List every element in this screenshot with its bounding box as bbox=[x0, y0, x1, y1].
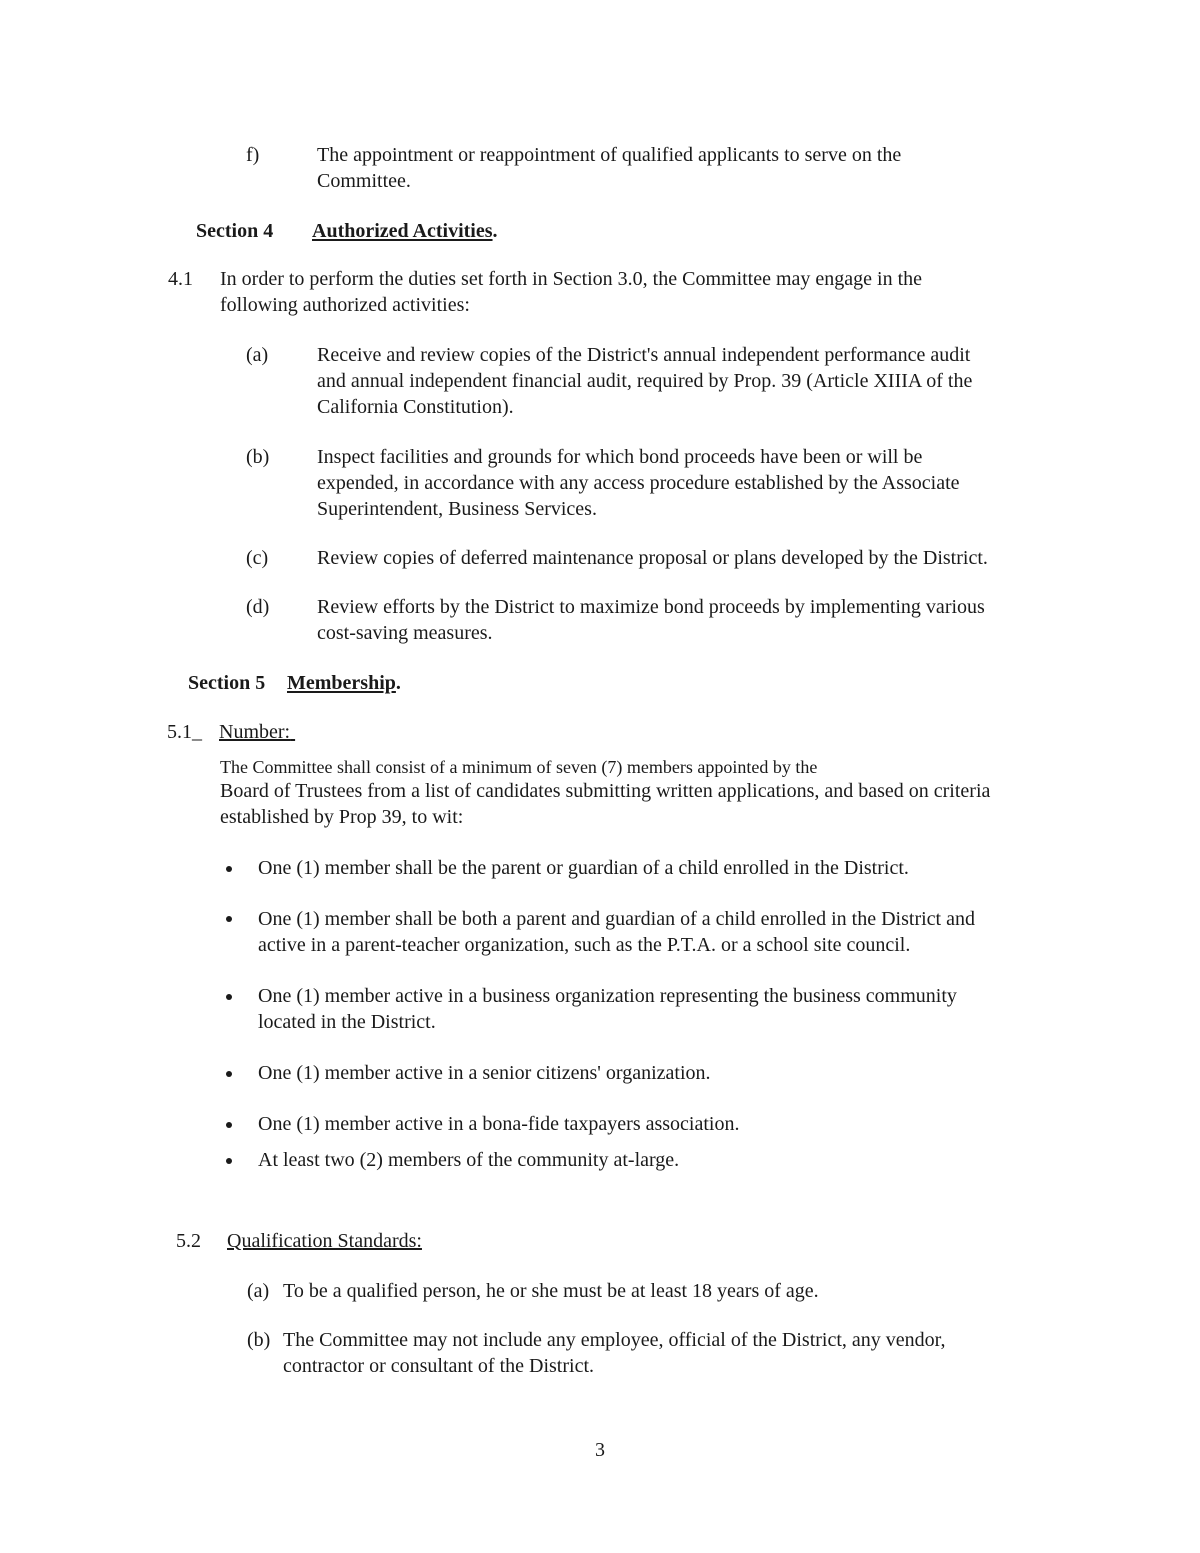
item-label: (a) bbox=[247, 1280, 270, 1302]
bullet-icon bbox=[226, 866, 232, 872]
clause-4-1-line2: following authorized activities: bbox=[220, 294, 470, 316]
list-item-line: One (1) member active in a business organization representing the business community bbox=[258, 985, 957, 1007]
item-line: contractor or consultant of the District. bbox=[283, 1355, 595, 1377]
bullet-icon bbox=[226, 1122, 232, 1128]
section-4-title-text: Authorized Activities bbox=[312, 220, 493, 242]
item-line: Superintendent, Business Services. bbox=[317, 498, 597, 520]
page-number: 3 bbox=[595, 1439, 605, 1461]
item-line: Review copies of deferred maintenance proposal or plans developed by the District. bbox=[317, 547, 988, 569]
clause-5-1-line1: The Committee shall consist of a minimum of seven (7) members appointed by the bbox=[220, 757, 818, 777]
item-line: Inspect facilities and grounds for which bond proceeds have been or will be bbox=[317, 446, 923, 468]
list-item-line: At least two (2) members of the community at-large. bbox=[258, 1149, 680, 1171]
item-label: (c) bbox=[246, 547, 269, 569]
bullet-icon bbox=[226, 994, 232, 1000]
item-label: (a) bbox=[246, 344, 269, 366]
item-label: (b) bbox=[246, 446, 270, 468]
bullet-icon bbox=[226, 916, 232, 922]
item-label: (d) bbox=[246, 596, 270, 618]
list-item-line: One (1) member active in a senior citizens' organization. bbox=[258, 1062, 711, 1084]
clause-5-1-heading bbox=[219, 719, 295, 745]
item-line: California Constitution). bbox=[317, 396, 514, 418]
clause-5-1-underscore: _ bbox=[192, 721, 202, 743]
item-f-label: f) bbox=[246, 144, 260, 166]
bullet-icon bbox=[226, 1071, 232, 1077]
clause-4-1-line1: In order to perform the duties set forth in Section 3.0, the Committee may engage in the bbox=[220, 268, 923, 290]
section-5-label: Section 5 bbox=[188, 672, 266, 694]
clause-5-1-line3: established by Prop 39, to wit: bbox=[220, 806, 464, 828]
item-f-line2: Committee. bbox=[317, 170, 411, 192]
section-5-title-text: Membership bbox=[287, 672, 396, 694]
clause-5-1-number bbox=[167, 719, 202, 745]
list-item-line: active in a parent-teacher organization, such as the P.T.A. or a school site council. bbox=[258, 934, 911, 956]
list-item-line: located in the District. bbox=[258, 1011, 436, 1033]
clause-5-1-number-text: 5.1 bbox=[167, 721, 192, 743]
clause-5-1-heading-text: Number: bbox=[219, 721, 291, 743]
clause-5-2-number: 5.2 bbox=[176, 1230, 201, 1252]
item-line: and annual independent financial audit, required by Prop. 39 (Article XIIIA of the bbox=[317, 370, 973, 392]
clause-5-2-heading: Qualification Standards: bbox=[227, 1230, 422, 1252]
list-item-line: One (1) member shall be both a parent and guardian of a child enrolled in the District and bbox=[258, 908, 975, 930]
section-5-title bbox=[287, 670, 401, 696]
clause-5-1-line2: Board of Trustees from a list of candidates submitting written applications, and based on criteria bbox=[220, 780, 991, 802]
item-line: Review efforts by the District to maximize bond proceeds by implementing various bbox=[317, 596, 985, 618]
item-f-line1: The appointment or reappointment of qualified applicants to serve on the bbox=[317, 144, 902, 166]
item-line: cost-saving measures. bbox=[317, 622, 493, 644]
list-item-line: One (1) member active in a bona-fide taxpayers association. bbox=[258, 1113, 740, 1135]
item-line: To be a qualified person, he or she must be at least 18 years of age. bbox=[283, 1280, 819, 1302]
list-item-line: One (1) member shall be the parent or guardian of a child enrolled in the District. bbox=[258, 857, 909, 879]
item-label: (b) bbox=[247, 1329, 271, 1351]
item-line: The Committee may not include any employee, official of the District, any vendor, bbox=[283, 1329, 946, 1351]
section-4-label: Section 4 bbox=[196, 220, 274, 242]
bullet-icon bbox=[226, 1158, 232, 1164]
clause-4-1-number: 4.1 bbox=[168, 268, 193, 290]
item-line: Receive and review copies of the District's annual independent performance audit bbox=[317, 344, 971, 366]
section-5-title-suffix: . bbox=[395, 672, 401, 694]
section-4-title bbox=[312, 218, 498, 244]
item-line: expended, in accordance with any access procedure established by the Associate bbox=[317, 472, 960, 494]
section-4-title-suffix: . bbox=[492, 220, 498, 242]
